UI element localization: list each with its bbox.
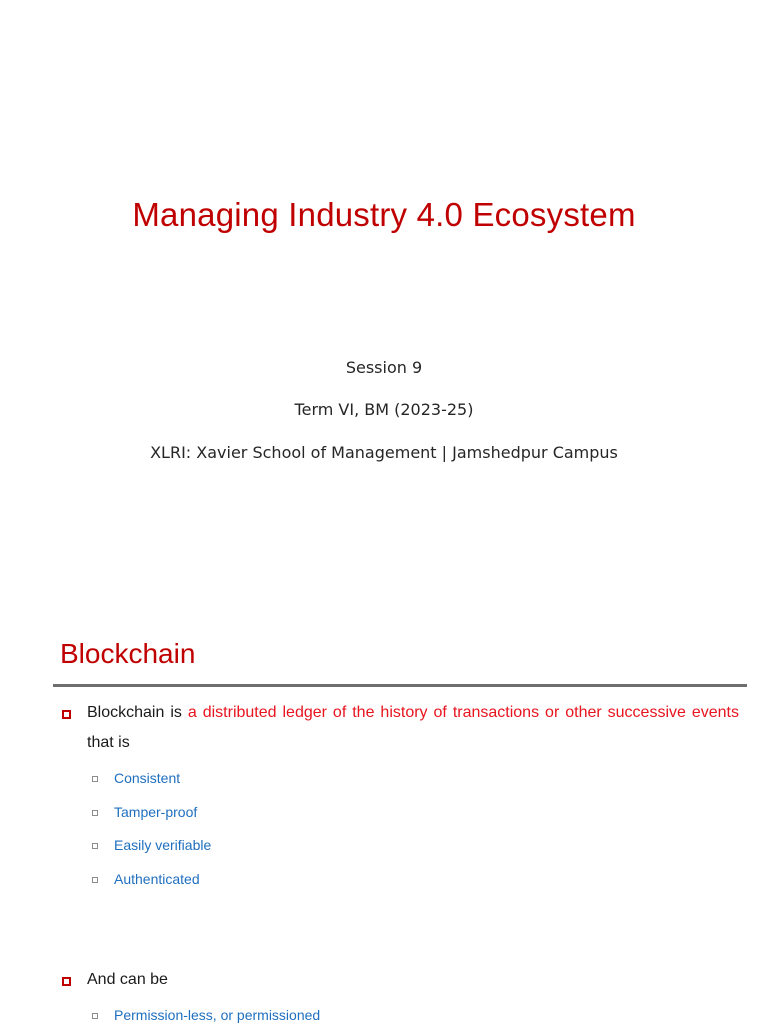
heading-divider: [53, 684, 747, 687]
term-label: Term VI, BM (2023-25): [294, 400, 474, 419]
square-bullet-icon: [62, 977, 73, 988]
sub-item: Tamper-proof: [114, 804, 198, 820]
sub-item: Authenticated: [114, 871, 200, 887]
small-square-bullet-icon: [92, 877, 100, 885]
sub-item: Consistent: [114, 770, 181, 786]
slide-heading: Blockchain: [60, 638, 196, 669]
bullet-highlight-text: a distributed ledger of the history of transactions or other successive events: [187, 704, 740, 721]
square-bullet-icon: [62, 710, 73, 721]
session-label: Session 9: [345, 358, 423, 377]
sub-item: Permission-less, or permissioned: [114, 1007, 321, 1023]
small-square-bullet-icon: [92, 776, 100, 784]
small-square-bullet-icon: [92, 843, 100, 851]
sub-item: Easily verifiable: [114, 837, 212, 853]
bullet-lead-text: Blockchain is: [87, 704, 188, 721]
bullet-tail-text: that is: [87, 734, 130, 751]
bullet-and-can-be: And can be: [87, 971, 168, 988]
bullet-blockchain-definition: [87, 698, 739, 758]
school-label: XLRI: Xavier School of Management | Jamshedpur Campus: [150, 443, 618, 462]
blockchain-slide: [0, 600, 768, 1024]
small-square-bullet-icon: [92, 1013, 100, 1021]
small-square-bullet-icon: [92, 810, 100, 818]
presentation-title: Managing Industry 4.0 Ecosystem: [132, 196, 636, 233]
